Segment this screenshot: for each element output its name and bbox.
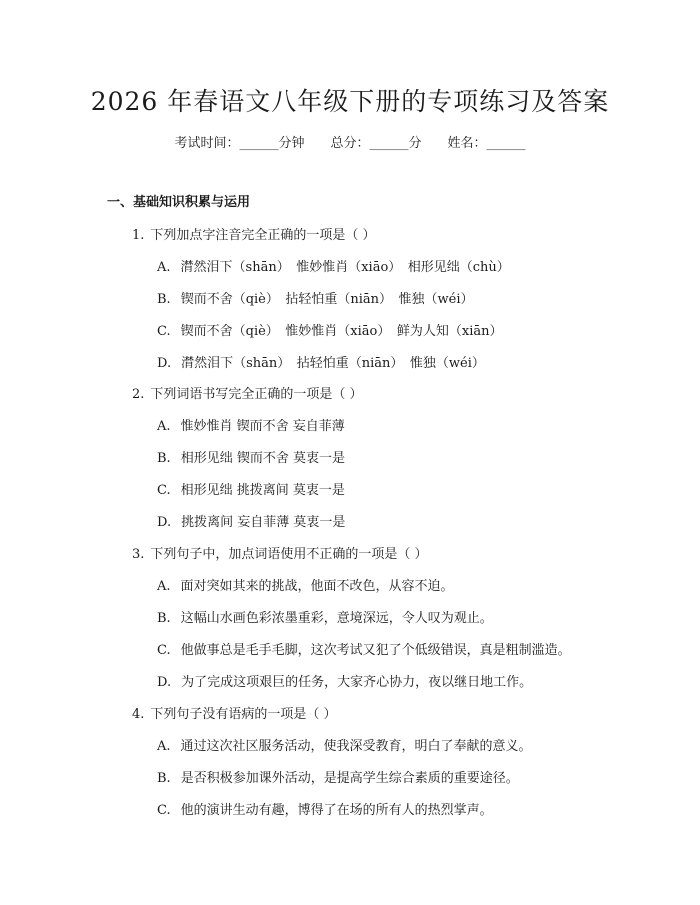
- exam-meta: [0, 132, 700, 151]
- question-stem: 下列词语书写完全正确的一项是（ ）: [150, 387, 363, 402]
- question-stem: 下列加点字注音完全正确的一项是（ ）: [150, 228, 376, 243]
- option-text: 挑拨离间 妄自菲薄 莫衷一是: [181, 515, 346, 530]
- option-label: A.: [157, 579, 171, 594]
- question-3: [132, 543, 428, 562]
- option-label: C.: [157, 803, 171, 818]
- option-text: 是否积极参加课外活动，是提高学生综合素质的重要途径。: [180, 771, 519, 786]
- question-3-option-b: [157, 607, 493, 626]
- option-label: C.: [157, 483, 171, 498]
- exam-time-field: 考试时间：______分钟: [174, 136, 305, 151]
- question-1: [132, 224, 376, 243]
- section-heading: 一、基础知识积累与运用: [107, 195, 251, 210]
- option-label: D.: [157, 675, 172, 690]
- question-3-option-a: [157, 575, 454, 594]
- option-label: B.: [157, 451, 171, 466]
- question-1-option-a: [157, 256, 510, 275]
- option-label: A.: [157, 260, 171, 275]
- question-1-option-b: [157, 288, 474, 307]
- option-label: C.: [157, 643, 171, 658]
- option-label: B.: [157, 611, 171, 626]
- option-text: 锲而不舍（qiè） 惟妙惟肖（xiāo） 鲜为人知（xiān）: [180, 324, 503, 339]
- option-text: 相形见绌 挑拨离间 莫衷一是: [180, 483, 345, 498]
- option-text: 通过这次社区服务活动，使我深受教育，明白了奉献的意义。: [180, 739, 532, 754]
- student-name-field: 姓名：______: [447, 136, 526, 151]
- option-text: 他的演讲生动有趣，博得了在场的所有人的热烈掌声。: [180, 803, 493, 818]
- question-number: 3.: [132, 547, 145, 562]
- question-1-option-c: [157, 320, 502, 339]
- option-label: A.: [157, 739, 171, 754]
- page-title: 2026 年春语文八年级下册的专项练习及答案: [90, 87, 610, 116]
- question-2-option-d: [157, 511, 345, 530]
- question-4-option-b: [157, 767, 519, 786]
- question-4-option-c: [157, 799, 493, 818]
- question-3-option-c: [157, 639, 571, 658]
- question-2-option-a: [157, 415, 345, 434]
- question-2-option-b: [157, 447, 345, 466]
- option-text: 为了完成这项艰巨的任务，大家齐心协力，夜以继日地工作。: [181, 675, 533, 690]
- option-text: 这幅山水画色彩浓墨重彩，意境深远，令人叹为观止。: [180, 611, 493, 626]
- question-2-option-c: [157, 479, 345, 498]
- option-label: D.: [157, 515, 172, 530]
- question-2: [132, 383, 363, 402]
- question-4-option-a: [157, 735, 532, 754]
- option-label: C.: [157, 324, 171, 339]
- option-label: B.: [157, 292, 171, 307]
- question-stem: 下列句子没有语病的一项是（ ）: [150, 707, 337, 722]
- option-label: B.: [157, 771, 171, 786]
- option-text: 潸然泪下（shān） 拈轻怕重（niān） 惟独（wéi）: [181, 356, 485, 371]
- option-label: A.: [157, 419, 171, 434]
- option-text: 潸然泪下（shān） 惟妙惟肖（xiāo） 相形见绌（chù）: [180, 260, 510, 275]
- question-number: 4.: [132, 707, 145, 722]
- question-4: [132, 703, 337, 722]
- total-score-field: 总分：______分: [330, 136, 422, 151]
- question-number: 2.: [132, 387, 145, 402]
- option-text: 他做事总是毛手毛脚，这次考试又犯了个低级错误，真是粗制滥造。: [180, 643, 571, 658]
- option-label: D.: [157, 356, 172, 371]
- option-text: 锲而不舍（qiè） 拈轻怕重（niān） 惟独（wéi）: [180, 292, 474, 307]
- option-text: 惟妙惟肖 锲而不舍 妄自菲薄: [180, 419, 345, 434]
- question-1-option-d: [157, 352, 485, 371]
- question-stem: 下列句子中，加点词语使用不正确的一项是（ ）: [150, 547, 428, 562]
- question-3-option-d: [157, 671, 532, 690]
- option-text: 面对突如其来的挑战，他面不改色，从容不迫。: [180, 579, 454, 594]
- question-number: 1.: [132, 228, 145, 243]
- option-text: 相形见绌 锲而不舍 莫衷一是: [180, 451, 345, 466]
